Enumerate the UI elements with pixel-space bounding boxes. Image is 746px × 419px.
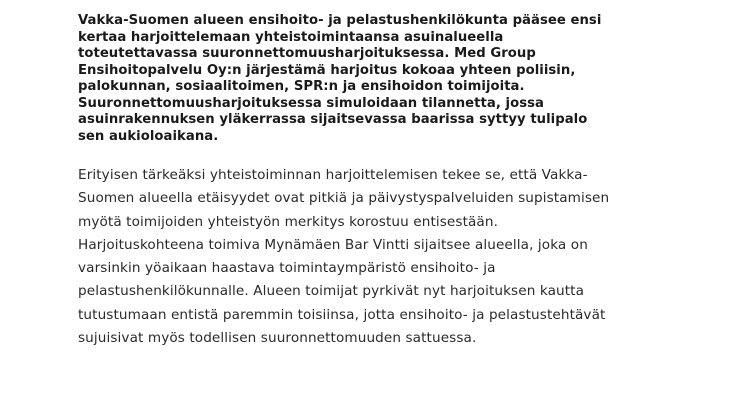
lead-line: toteutettavassa suuronnettomuusharjoituksessa. Med Group <box>78 46 536 61</box>
lead-line: Ensihoitopalvelu Oy:n järjestämä harjoitus kokoaa yhteen poliisin, <box>78 62 576 78</box>
lead-line: Vakka-Suomen alueen ensihoito- ja pelastushenkilökunta pääsee ensi <box>78 13 602 28</box>
lead-line: sen aukioloaikana. <box>78 128 219 144</box>
body-line: tutustumaan entistä paremmin toisiinsa, jotta ensihoito- ja pelastustehtävät <box>78 306 606 323</box>
article <box>78 13 688 350</box>
lead-line: Suuronnettomuusharjoituksessa simuloidaan tilannetta, jossa <box>78 95 544 111</box>
body-line: sujuisivat myös todellisen suuronnettomuuden sattuessa. <box>78 330 477 347</box>
body-line: Erityisen tärkeäksi yhteistoiminnan harjoittelemisen tekee se, että Vakka- <box>78 167 588 183</box>
body-line: varsinkin yöaikaan haastava toimintaympäristö ensihoito- ja <box>78 260 496 277</box>
lead-line: asuinrakennuksen yläkerrassa sijaitsevassa baarissa syttyy tulipalo <box>78 112 588 127</box>
body-line: myötä toimijoiden yhteistyön merkitys korostuu entisestään. <box>78 213 499 230</box>
lead-line: palokunnan, sosiaalitoimen, SPR:n ja ensihoidon toimijoita. <box>78 79 525 94</box>
body-line: Suomen alueella etäisyydet ovat pitkiä ja päivystyspalveluiden supistamisen <box>78 190 610 207</box>
article-lead <box>78 13 688 145</box>
lead-line: kertaa harjoittelemaan yhteistoimintaansa asuinalueella <box>78 29 504 45</box>
body-line: Harjoituskohteena toimiva Mynämäen Bar Vintti sijaitsee alueella, joka on <box>78 236 588 253</box>
article-body-paragraph <box>78 164 688 350</box>
body-line: pelastushenkilökunnalle. Alueen toimijat pyrkivät nyt harjoituksen kautta <box>78 283 585 300</box>
